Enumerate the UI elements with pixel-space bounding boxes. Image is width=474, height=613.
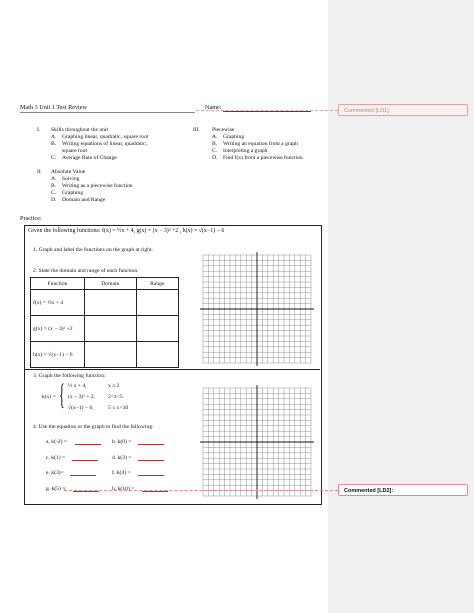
outline-letter: B. <box>51 183 57 189</box>
given-functions: Given the following functions: f(x) = ½x + 4, g(x) = (x − 3)² +2 , h(x) = √(x−1) − 6 <box>28 228 225 234</box>
question-2: 2. State the domain and range of each function: <box>33 268 139 274</box>
outline-item: Graphing <box>223 134 245 140</box>
answer-blank[interactable] <box>138 470 164 476</box>
eval-label: h. k(10) = <box>112 486 135 492</box>
header-range: Range <box>136 278 178 290</box>
answer-blank[interactable] <box>73 486 99 492</box>
range-cell[interactable] <box>136 316 178 342</box>
outline-item: Writing as a piecewise function <box>62 183 133 189</box>
eval-label: f. k(4) = <box>112 470 131 476</box>
outline-letter: A. <box>51 134 57 140</box>
eval-label: e. k(3)= <box>46 470 64 476</box>
header-function: Function <box>31 278 85 290</box>
piece-cond: x ≤ 2 <box>108 383 120 389</box>
outline-item: Writing equations of linear, quadratic, <box>62 141 147 147</box>
answer-blank[interactable] <box>138 455 164 461</box>
table-row <box>31 316 179 342</box>
outline-item: Domain and Range <box>62 197 106 203</box>
piecewise-name: k(x) = <box>42 394 56 400</box>
function-cell: h(x) = √(x−1) − 6 <box>31 342 85 368</box>
outline-item: square root <box>62 148 88 154</box>
title-rule <box>20 112 195 113</box>
header-domain: Domain <box>85 278 137 290</box>
practice-label: Practice: <box>20 215 42 222</box>
outline-item: Find f(x) from a piecewise function <box>223 155 303 161</box>
outline-title-1: Skills throughout the unit <box>51 127 109 133</box>
outline-letter: A. <box>51 176 57 182</box>
eval-label: b. k(0) = <box>112 439 132 445</box>
outline-item: Average Rate of Change <box>62 155 117 161</box>
name-label: Name: <box>205 104 222 111</box>
domain-cell[interactable] <box>85 316 137 342</box>
answer-blank[interactable] <box>75 439 101 445</box>
eval-label: c. k(1) = <box>46 455 66 461</box>
section-divider <box>24 369 320 370</box>
comment-ld1[interactable]: Commented [LD1]: <box>338 104 468 116</box>
outline-letter: C. <box>51 155 57 161</box>
name-blank-line[interactable] <box>223 111 311 112</box>
piece-cond: 2<x<5 <box>108 394 123 400</box>
answer-blank[interactable] <box>72 455 98 461</box>
domain-cell[interactable] <box>85 342 137 368</box>
piece-cond: 5 ≤ x<10 <box>108 405 129 411</box>
answer-blank[interactable] <box>138 439 164 445</box>
comment-margin <box>328 0 474 613</box>
coordinate-grid-1[interactable] <box>200 252 314 366</box>
outline-num-1: I. <box>37 127 41 133</box>
outline-title-2: Absolute Value <box>51 169 86 175</box>
piece-expr: √(x−1) − 6, <box>68 405 94 411</box>
outline-item: Graphing linear, quadratic, square root <box>62 134 149 140</box>
function-cell: f(x) = ½x + 4 <box>31 290 85 316</box>
outline-item: Graphing <box>62 190 84 196</box>
question-1: 1. Graph and label the functions on the graph at right. <box>33 247 153 253</box>
outline-letter: D. <box>212 155 218 161</box>
piece-expr: (x − 3)² + 2, <box>68 394 96 400</box>
outline-item: Writing an equation from a graph <box>223 141 298 147</box>
outline-num-3: III. <box>193 127 200 133</box>
comment-anchor <box>64 488 65 490</box>
document-title: Math 3 Unit 1 Test Review <box>20 104 87 111</box>
outline-item: Interpreting a graph <box>223 148 268 154</box>
outline-title-3: Piecewise <box>212 127 235 133</box>
piece-expr: ½ x + 4, <box>68 383 87 389</box>
outline-letter: B. <box>51 141 57 147</box>
outline-letter: A. <box>212 134 218 140</box>
outline-letter: C. <box>212 148 218 154</box>
coordinate-grid-2[interactable] <box>200 385 314 499</box>
eval-label: g. k(5) = <box>46 486 66 492</box>
piecewise-brace: { <box>59 378 65 411</box>
eval-label: a. k(-2) = <box>46 439 68 445</box>
comment-connector <box>64 490 338 491</box>
answer-blank[interactable] <box>142 486 168 492</box>
outline-letter: B. <box>212 141 218 147</box>
answer-blank[interactable] <box>70 470 96 476</box>
comment-connector <box>196 110 338 111</box>
range-cell[interactable] <box>136 290 178 316</box>
outline-letter: D. <box>51 197 57 203</box>
question-3: 3. Graph the following function: <box>33 373 106 379</box>
range-cell[interactable] <box>136 342 178 368</box>
outline-letter: C. <box>51 190 57 196</box>
question-4: 4. Use the equation or the graph to find the following: <box>33 424 154 430</box>
outline-num-2: II. <box>37 169 43 175</box>
outline-item: Solving <box>62 176 80 182</box>
table-row <box>31 290 179 316</box>
function-cell: g(x) = (x − 3)² +2 <box>31 316 85 342</box>
domain-range-table <box>30 277 179 368</box>
comment-ld2[interactable]: Commented [LD2]: <box>338 484 468 496</box>
eval-label: d. k(3) = <box>112 455 132 461</box>
domain-cell[interactable] <box>85 290 137 316</box>
table-row <box>31 342 179 368</box>
